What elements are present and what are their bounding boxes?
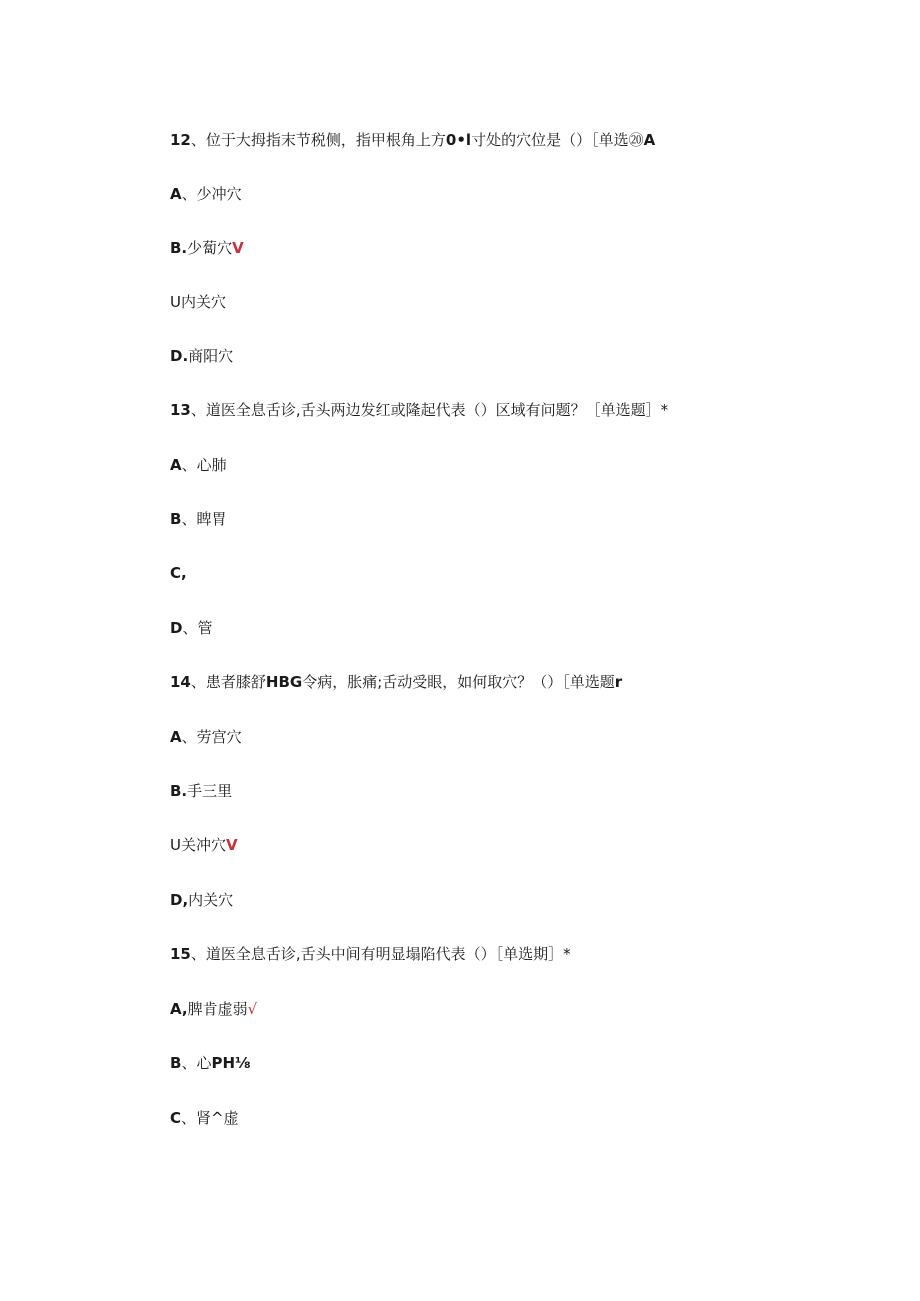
question-15 xyxy=(170,944,571,964)
question-number: 15 xyxy=(170,945,191,963)
option-text: 少蔔穴 xyxy=(187,239,233,257)
question-text-bold: HBG xyxy=(265,673,303,691)
option-b xyxy=(170,238,244,258)
option-a xyxy=(170,999,257,1019)
option-key: A xyxy=(170,456,182,474)
option-key: A xyxy=(170,185,182,203)
question-text: 、道医全息舌诊,舌头两边发红或隆起代表（）区域有问题？［单选题］* xyxy=(190,401,669,419)
option-text: 、心肺 xyxy=(181,456,227,474)
option-key: D xyxy=(170,619,183,637)
option-text: 、睥胃 xyxy=(181,510,227,528)
option-b xyxy=(170,509,226,529)
question-text-bold: A xyxy=(643,131,656,149)
option-b xyxy=(170,1053,251,1073)
option-c xyxy=(170,1108,239,1128)
question-number: 13 xyxy=(170,401,191,419)
option-text: 内关穴 xyxy=(188,891,234,909)
option-c xyxy=(170,292,226,312)
option-d xyxy=(170,346,233,366)
option-text: U关冲穴 xyxy=(170,836,226,854)
option-a xyxy=(170,184,242,204)
question-text: 令病，胀痛;舌动受眼，如何取穴？（）［单选题 xyxy=(302,673,615,691)
question-text: 、位于大拇指末节税侧，指甲根角上方 xyxy=(190,131,446,149)
option-c xyxy=(170,563,187,583)
option-text: 手三里 xyxy=(187,782,233,800)
option-a xyxy=(170,455,227,475)
option-key: D. xyxy=(170,347,189,365)
option-text: 、管 xyxy=(182,619,213,637)
option-text: 脾肯虚弱 xyxy=(187,1000,248,1018)
question-text: 寸处的穴位是（）［单选⑳ xyxy=(471,131,644,149)
option-key: B. xyxy=(170,782,188,800)
option-d xyxy=(170,618,212,638)
question-number: 12 xyxy=(170,131,191,149)
option-key: B xyxy=(170,1054,182,1072)
option-d xyxy=(170,890,233,910)
question-13 xyxy=(170,400,668,420)
question-text-bold: 0•l xyxy=(445,131,472,149)
option-key: C xyxy=(170,1109,182,1127)
correct-mark: √ xyxy=(247,1000,258,1018)
question-12 xyxy=(170,130,655,150)
option-text: U内关穴 xyxy=(170,293,226,311)
option-text: 、肾^虚 xyxy=(181,1109,239,1127)
option-text: 、少冲穴 xyxy=(181,185,242,203)
option-text: 、劳宫穴 xyxy=(181,728,242,746)
correct-mark: V xyxy=(232,239,244,257)
question-text: 、道医全息舌诊,舌头中间有明显塌陷代表（）［单选期］* xyxy=(190,945,571,963)
option-a xyxy=(170,727,242,747)
correct-mark: V xyxy=(225,836,238,854)
option-key: A xyxy=(170,728,182,746)
question-text: 、患者膝舒 xyxy=(190,673,266,691)
question-number: 14 xyxy=(170,673,191,691)
option-text: 、心 xyxy=(181,1054,212,1072)
option-key: B. xyxy=(170,239,188,257)
question-14 xyxy=(170,672,622,692)
option-key: A, xyxy=(170,1000,188,1018)
option-key: B xyxy=(170,510,182,528)
option-text: 商阳穴 xyxy=(188,347,234,365)
option-b xyxy=(170,781,232,801)
option-c xyxy=(170,835,238,855)
option-key: D, xyxy=(170,891,189,909)
option-text-bold: PH⅛ xyxy=(211,1054,251,1072)
question-text-bold: r xyxy=(614,673,623,691)
option-key: C, xyxy=(170,564,187,582)
